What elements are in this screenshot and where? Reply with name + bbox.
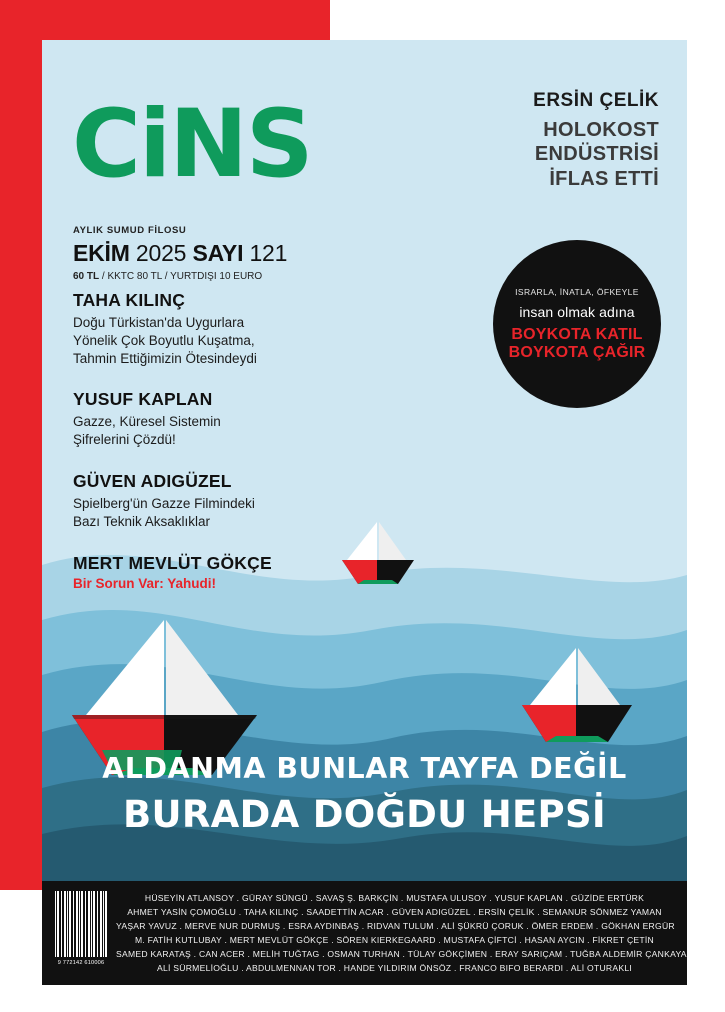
- boycott-badge: [493, 240, 661, 408]
- barcode: [54, 891, 108, 977]
- contributors-list: [116, 892, 687, 976]
- price-tr: 60 TL: [73, 271, 100, 282]
- article-item-highlight: [73, 553, 363, 591]
- feature-author: ERSİN ÇELİK: [533, 90, 659, 111]
- issue-tagline: AYLIK SUMUD FİLOSU: [73, 225, 187, 236]
- article-line2: Bazı Teknik Aksaklıklar: [73, 513, 211, 529]
- article-line3: Tahmin Ettiğimizin Ötesindeydi: [73, 350, 257, 366]
- article-line2: Yönelik Çok Boyutlu Kuşatma,: [73, 332, 255, 348]
- feature-headline-line1: HOLOKOST: [543, 119, 659, 141]
- magazine-cover: [42, 40, 687, 985]
- article-line1: Spielberg'ün Gazze Filmindeki: [73, 496, 255, 512]
- issue-price-line: [73, 271, 287, 282]
- issue-date-line: [73, 240, 287, 267]
- article-item: [73, 290, 363, 367]
- cover-headline-line1: ALDANMA BUNLAR TAYFA DEĞİL: [102, 752, 627, 785]
- badge-call-line1: BOYKOTA KATIL: [511, 325, 643, 343]
- price-separator-2: /: [164, 271, 168, 282]
- cover-bottom-headline: [42, 752, 687, 836]
- article-author: TAHA KILINÇ: [73, 290, 186, 310]
- cover-headline-line2: BURADA DOĞDU HEPSİ: [123, 793, 606, 836]
- issue-label: SAYI: [192, 240, 244, 266]
- contributors-line: YAŞAR YAVUZ . MERVE NUR DURMUŞ . ESRA AYDINBAŞ . RIDVAN TULUM . ALİ ŞÜKRÜ ÇORUK . ÖMER ERDEM . GÖKHAN ERGÜR: [116, 920, 675, 931]
- article-item: [73, 471, 363, 531]
- article-line1: Doğu Türkistan'da Uygurlara: [73, 315, 245, 330]
- contributors-line: SAMED KARATAŞ . CAN ACER . MELİH TUĞTAG . OSMAN TURHAN . TÜLAY GÖKÇİMEN . ERAY SARIÇAM . TUĞBA ALDEMİR ÇANKAYA: [116, 948, 687, 959]
- article-list: [73, 290, 363, 613]
- article-description: [73, 495, 363, 531]
- badge-middle-text: insan olmak adına: [519, 303, 635, 320]
- price-kktc: KKTC 80 TL: [107, 271, 162, 282]
- feature-headline-line2: ENDÜSTRİSİ: [534, 143, 659, 166]
- top-right-headline-block: [533, 90, 659, 191]
- contributors-line: M. FATİH KUTLUBAY . MERT MEVLÜT GÖKÇE . SÖREN KIERKEGAARD . MUSTAFA ÇİFTCİ . HASAN AYCIN . FİKRET ÇETİN: [134, 934, 655, 945]
- article-author: GÜVEN ADIGÜZEL: [73, 471, 232, 492]
- issue-month: EKİM: [73, 240, 130, 266]
- article-line1: Gazze, Küresel Sistemin: [73, 414, 221, 430]
- article-item: [73, 389, 363, 449]
- contributors-bar: [42, 881, 687, 985]
- issue-info: [73, 225, 287, 282]
- barcode-bars: [55, 891, 107, 957]
- badge-top-text: ISRARLA, İNATLA, ÖFKEYLE: [515, 286, 639, 297]
- article-line2: Şifrelerini Çözdü!: [73, 432, 176, 448]
- article-description: [73, 314, 363, 367]
- article-subtitle: Bir Sorun Var: Yahudi!: [73, 575, 217, 591]
- price-separator-1: /: [101, 271, 105, 282]
- issue-number: 121: [249, 240, 288, 266]
- feature-headline: [533, 118, 659, 191]
- barcode-number: 9 772142 610006: [57, 960, 105, 966]
- masthead-title: CiNS: [72, 90, 312, 199]
- article-author: YUSUF KAPLAN: [73, 389, 213, 410]
- article-description: [73, 413, 363, 449]
- contributors-line: AHMET YASİN ÇOMOĞLU . TAHA KILINÇ . SAADETTİN ACAR . GÜVEN ADIGÜZEL . ERSİN ÇELİK . SEMANUR SÖNMEZ YAMAN: [127, 906, 662, 917]
- article-author: MERT MEVLÜT GÖKÇE: [73, 552, 272, 573]
- feature-headline-line3: İFLAS ETTİ: [549, 167, 659, 190]
- issue-year: 2025: [135, 240, 187, 266]
- badge-call-line2: BOYKOTA ÇAĞIR: [508, 343, 646, 361]
- contributors-line: HÜSEYİN ATLANSOY . GÜRAY SÜNGÜ . SAVAŞ Ş. BARKÇİN . MUSTAFA ULUSOY . YUSUF KAPLAN . GÜZİDE ERTÜRK: [144, 893, 645, 903]
- price-abroad: YURTDIŞI 10 EURO: [170, 271, 263, 282]
- contributors-line: ALİ SÜRMELİOĞLU . ABDULMENNAN TOR . HANDE YILDIRIM ÖNSÖZ . FRANCO BIFO BERARDI . ALİ OTURAKLI: [157, 962, 632, 973]
